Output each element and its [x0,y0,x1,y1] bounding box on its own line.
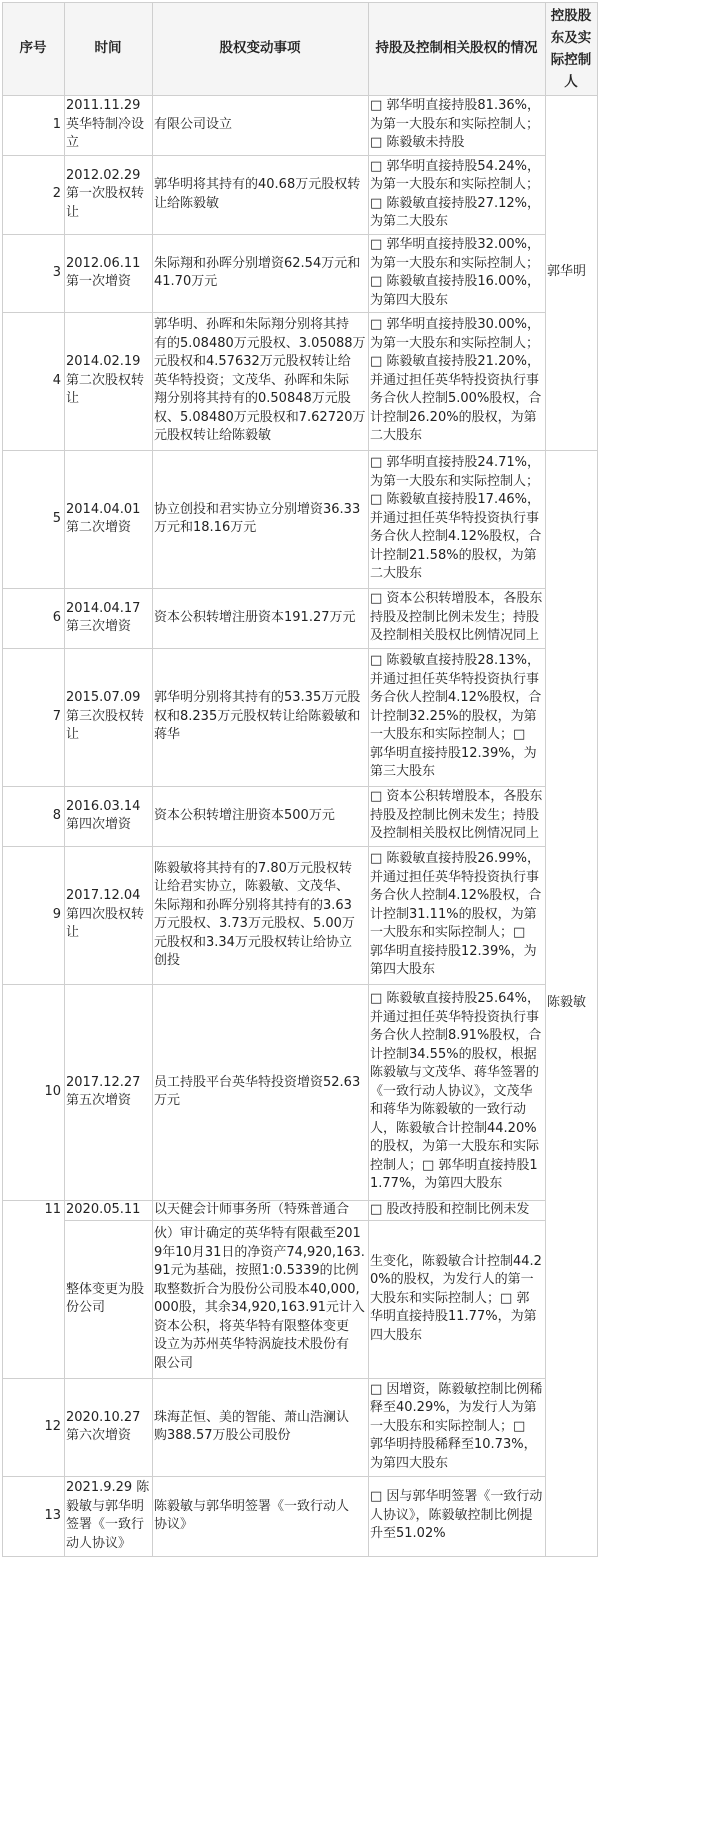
grid-line [2,648,546,649]
row-6-seq: 6 [52,609,61,625]
row-1-holding: □ 郭华明直接持股81.36%， 为第一大股东和实际控制人； □ 陈毅敏未持股 [370,98,540,151]
grid-line [2,1200,546,1201]
row-9-holding: □ 陈毅敏直接持股26.99%， 并通过担任英华特投资执行事 务合伙人控制4.12%股权，合 计控制31.11%的股权，为第 一大股东和实际控制人；□ 郭华明直接持股12.39%，为 第四大股东 [370,851,542,978]
row-12-time: 2020.10.27 第六次增资 [66,1409,141,1443]
row-12-event: 珠海芷恒、美的智能、萧山浩澜认 购388.57万股公司股份 [154,1409,350,1443]
grid-line [2,1378,546,1379]
grid-line [2,234,546,235]
grid-line [2,786,546,787]
grid-line [2,846,546,847]
grid-line [2,450,598,451]
grid-line [2,1556,598,1557]
grid-line [2,984,546,985]
row-10-event: 员工持股平台英华特投资增资52.63 万元 [154,1074,361,1108]
row-10-holding: □ 陈毅敏直接持股25.64%， 并通过担任英华特投资执行事 务合伙人控制8.91%股权，合 计控制34.55%的股权，根据 陈毅敏与文茂华、蒋华签署的 《一致行动人协议》，文茂华 和蒋华为陈毅敏的一致行动 人，陈毅敏合计控制44.20% 的股权，为第一大股东和实际 控制人；□ 郭华明直接持股1 1.77%，为第四大股东 [370,991,542,1192]
row-1-seq: 1 [52,116,61,132]
row-11-seq: 11 [44,1201,61,1217]
grid-line [2,95,598,96]
row-13-event: 陈毅敏与郭华明签署《一致行动人 协议》 [154,1498,350,1532]
row-3-event: 朱际翔和孙晖分别增资62.54万元和 41.70万元 [154,255,361,289]
row-9-time: 2017.12.04 第四次股权转 让 [66,888,145,941]
row-4-holding: □ 郭华明直接持股30.00%， 为第一大股东和实际控制人； □ 陈毅敏直接持股21.20%， 并通过担任英华特投资执行事 务合伙人控制5.00%股权，合 计控制26.20%的股权，为第 二大股东 [370,317,542,444]
grid-line [64,1220,546,1221]
header-controller: 控股股 东及实 际控制 人 [545,2,597,95]
row-2-holding: □ 郭华明直接持股54.24%， 为第一大股东和实际控制人； □ 陈毅敏直接持股27.12%， 为第二大股东 [370,158,540,229]
row-3-time: 2012.06.11 第一次增资 [66,255,141,289]
row-10-seq: 10 [44,1083,61,1099]
row-5-event: 协立创投和君实协立分别增资36.33 万元和18.16万元 [154,501,361,535]
header-event: 股权变动事项 [152,2,368,95]
grid-line [2,588,546,589]
row-8-seq: 8 [52,807,61,823]
row-2-event: 郭华明将其持有的40.68万元股权转 让给陈毅敏 [154,177,361,211]
grid-line [597,2,598,1557]
grid-line [2,2,3,1557]
row-10-time: 2017.12.27 第五次增资 [66,1074,141,1108]
row-5-time: 2014.04.01 第二次增资 [66,501,141,535]
row-12-holding: □ 因增资，陈毅敏控制比例稀 释至40.29%，为发行人为第 一大股东和实际控制人；□ 郭华明持股稀释至10.73%， 为第四大股东 [370,1381,543,1471]
row-13-time: 2021.9.29 陈 毅敏与郭华明 签署《一致行 动人协议》 [66,1480,150,1551]
row-1-event: 有限公司设立 [154,116,233,132]
row-5-seq: 5 [52,510,61,526]
controller-first: 郭华明 [547,264,587,280]
row-2-time: 2012.02.29 第一次股权转 让 [66,167,145,220]
controller-second: 陈毅敏 [547,994,587,1010]
row-6-time: 2014.04.17 第三次增资 [66,600,141,634]
row-13-seq: 13 [44,1507,61,1523]
row-8-time: 2016.03.14 第四次增资 [66,798,141,832]
grid-line [2,1476,546,1477]
grid-line [2,312,546,313]
grid-line [2,155,546,156]
row-11-event-continuation: 伙）审计确定的英华特有限截至201 9年10月31日的净资产74,920,163. 91元为基础，按照1:0.5339的比例 取整数折合为股份公司股本40,000, 000股，其余34,920,163.91元计入 资本公积，将英华特有限整体变更 设立为苏州英华特涡旋技术股份有 限公司 [154,1226,365,1371]
grid-line [64,2,65,1557]
row-7-seq: 7 [52,708,61,724]
row-8-holding: □ 资本公积转增股本，各股东 持股及控制比例未发生；持股 及控制相关股权比例情况同上 [370,789,543,842]
row-12-seq: 12 [44,1418,61,1434]
header-holding: 持股及控制相关股权的情况 [368,2,545,95]
row-9-seq: 9 [52,906,61,922]
row-3-holding: □ 郭华明直接持股32.00%， 为第一大股东和实际控制人； □ 陈毅敏直接持股16.00%， 为第四大股东 [370,237,540,308]
row-1-time: 2011.11.29 英华特制冷设 立 [66,98,145,151]
grid-line [2,2,598,3]
header-seq: 序号 [2,2,64,95]
row-11-time: 2020.05.11 [66,1201,141,1217]
row-9-event: 陈毅敏将其持有的7.80万元股权转 让给君实协立，陈毅敏、文茂华、 朱际翔和孙晖分别将其持有的3.63 万元股权、3.73万元股权、5.00万 元股权和3.34万元股权转让给协立 创投 [154,860,355,968]
row-2-seq: 2 [52,186,61,202]
row-6-holding: □ 资本公积转增股本，各股东 持股及控制比例未发生；持股 及控制相关股权比例情况同上 [370,591,543,644]
row-7-holding: □ 陈毅敏直接持股28.13%， 并通过担任英华特投资执行事 务合伙人控制4.12%股权，合 计控制32.25%的股权，为第 一大股东和实际控制人；□ 郭华明直接持股12.39%，为 第三大股东 [370,653,542,780]
row-3-seq: 3 [52,264,61,280]
row-11-time-continuation: 整体变更为股 份公司 [66,1281,145,1315]
row-7-time: 2015.07.09 第三次股权转 让 [66,690,145,743]
row-5-holding: □ 郭华明直接持股24.71%， 为第一大股东和实际控制人； □ 陈毅敏直接持股17.46%， 并通过担任英华特投资执行事 务合伙人控制4.12%股权，合 计控制21.58%的股权，为第 二大股东 [370,455,542,582]
row-6-event: 资本公积转增注册资本191.27万元 [154,609,356,625]
row-4-seq: 4 [52,372,61,388]
row-11-event: 以天健会计师事务所（特殊普通合 [154,1201,350,1217]
row-4-time: 2014.02.19 第二次股权转 让 [66,354,145,407]
row-13-holding: □ 因与郭华明签署《一致行动 人协议》，陈毅敏控制比例提 升至51.02% [370,1489,543,1542]
row-8-event: 资本公积转增注册资本500万元 [154,807,335,823]
row-11-holding: □ 股改持股和控制比例未发 [370,1201,530,1217]
row-11-holding-continuation: 生变化，陈毅敏合计控制44.2 0%的股权，为发行人的第一 大股东和实际控制人；□ 郭 华明直接持股11.77%，为第 四大股东 [370,1253,542,1343]
header-time: 时间 [64,2,152,95]
row-4-event: 郭华明、孙晖和朱际翔分别将其持 有的5.08480万元股权、3.05088万 元股权和4.57632万元股权转让给 英华特投资；文茂华、孙晖和朱际 翔分别将其持有的0.50848万元股 权、5.08480万元股权和7.62720万 元股权转让给陈毅敏 [154,317,366,444]
grid-line [368,2,369,1557]
row-7-event: 郭华明分别将其持有的53.35万元股 权和8.235万元股权转让给陈毅敏和 蒋华 [154,690,361,743]
grid-line [152,2,153,1557]
grid-line [545,2,546,1557]
